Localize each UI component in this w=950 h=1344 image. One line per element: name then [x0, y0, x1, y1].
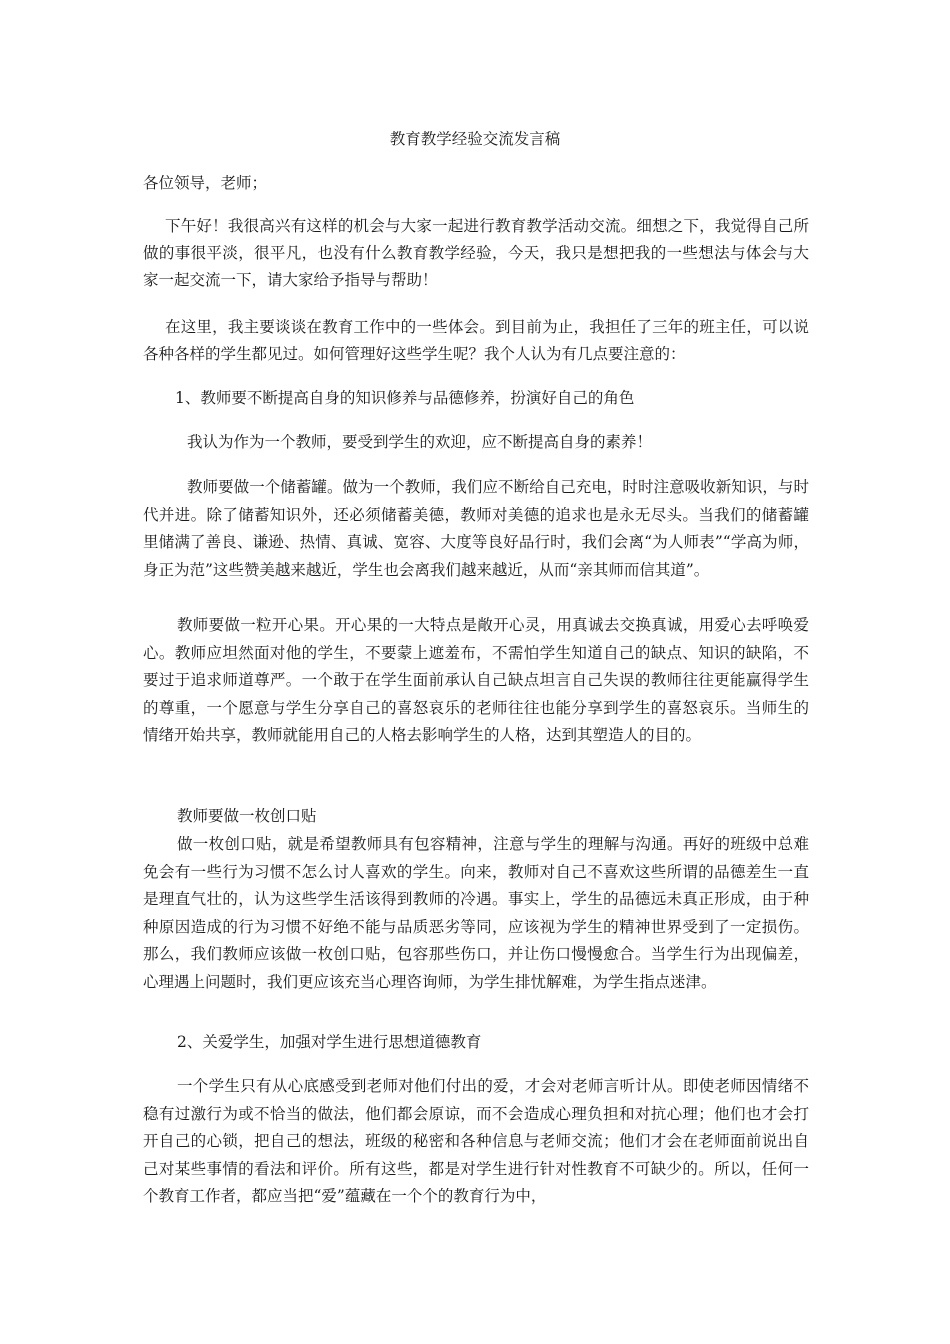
paragraph-self-improvement: 我认为作为一个教师，要受到学生的欢迎，应不断提高自身的素养！ [187, 433, 653, 451]
paragraph-intro: 在这里，我主要谈谈在教育工作中的一些体会。到目前为止，我担任了三年的班主任，可以说各种各样的学生都见过。如何管理好这些学生呢？我个人认为有几点要注意的： [143, 318, 809, 363]
document-title: 教育教学经验交流发言稿 [389, 130, 561, 148]
paragraph-greeting: 下午好！我很高兴有这样的机会与大家一起进行教育教学活动交流。细想之下，我觉得自己所做的事很平淡，很平凡，也没有什么教育教学经验，今天，我只是想把我的一些想法与体会与大家一起交流一下，请大家给予指导与帮助！ [143, 217, 809, 289]
paragraph-care-students: 一个学生只有从心底感受到老师对他们付出的爱，才会对老师言听计从。即使老师因情绪不稳有过激行为或不恰当的做法，他们都会原谅，而不会造成心理负担和对抗心理；他们也才会打开自己的心锁，把自己的想法，班级的秘密和各种信息与老师交流；他们才会在老师面前说出自己对某些事情的看法和评价。所有这些，都是对学生进行针对性教育不可缺少的。所以，任何一个教育工作者，都应当把“爱”蕴藏在一个个的教育行为中， [143, 1077, 809, 1205]
salutation: 各位领导，老师； [143, 174, 268, 192]
section-heading-2: 2、关爱学生，加强对学生进行思想道德教育 [177, 1033, 482, 1051]
subheading-bandage: 教师要做一枚创口贴 [177, 807, 317, 825]
paragraph-savings-jar: 教师要做一个储蓄罐。做为一个教师，我们应不断给自己充电，时时注意吸收新知识，与时代并进。除了储蓄知识外，还必须储蓄美德，教师对美德的追求也是永无尽头。当我们的储蓄罐里储满了善良、谦逊、热情、真诚、宽容、大度等良好品行时，我们会离“为人师表”“学高为师，身正为范”这些赞美越来越近，学生也会离我们越来越近，从而“亲其师而信其道”。 [143, 478, 809, 579]
section-heading-1: 1、教师要不断提高自身的知识修养与品德修养，扮演好自己的角色 [175, 389, 635, 407]
paragraph-pistachio: 教师要做一粒开心果。开心果的一大特点是敞开心灵，用真诚去交换真诚，用爱心去呼唤爱心。教师应坦然面对他的学生，不要蒙上遮羞布，不需怕学生知道自己的缺点、知识的缺陷，不要过于追求师道尊严。一个敢于在学生面前承认自己缺点坦言自己失误的教师往往更能赢得学生的尊重，一个愿意与学生分享自己的喜怒哀乐的老师往往也能分享到学生的喜怒哀乐。当师生的情绪开始共享，教师就能用自己的人格去影响学生的人格，达到其塑造人的目的。 [143, 616, 809, 744]
paragraph-bandage: 做一枚创口贴，就是希望教师具有包容精神，注意与学生的理解与沟通。再好的班级中总难免会有一些行为习惯不怎么讨人喜欢的学生。向来，教师对自己不喜欢这些所谓的品德差生一直是理直气壮的，认为这些学生活该得到教师的冷遇。事实上，学生的品德远未真正形成，由于种种原因造成的行为习惯不好绝不能与品质恶劣等同，应该视为学生的精神世界受到了一定损伤。那么，我们教师应该做一枚创口贴，包容那些伤口，并让伤口慢慢愈合。当学生行为出现偏差，心理遇上问题时，我们更应该充当心理咨询师，为学生排忧解难，为学生指点迷津。 [143, 835, 809, 991]
